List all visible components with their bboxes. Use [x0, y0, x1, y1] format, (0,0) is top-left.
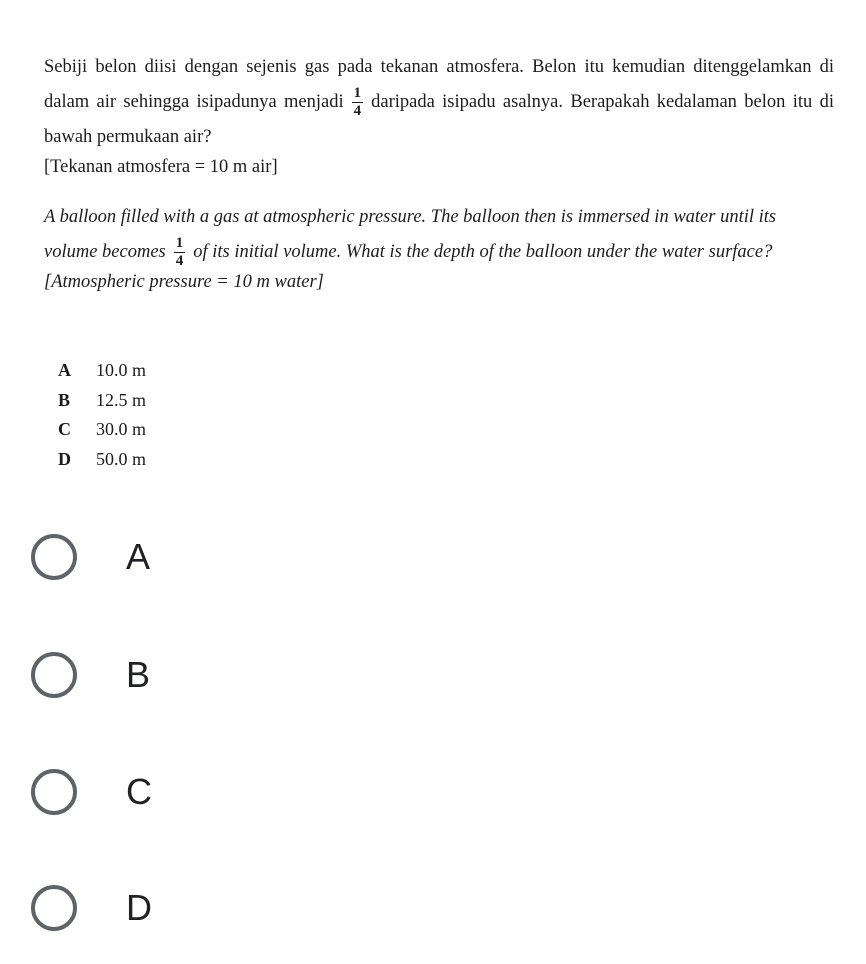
answer-choices	[0, 490, 866, 964]
option-value: 30.0 m	[96, 419, 147, 439]
malay-text-part2: daripada isipadu asalnya. Berapakah kedalaman belon itu di bawah permukaan air?	[44, 92, 834, 147]
answer-label: D	[126, 887, 152, 928]
answer-option-a[interactable]	[0, 507, 866, 607]
option-letter: A	[58, 360, 71, 380]
english-atmospheric-note: [Atmospheric pressure = 10 m water]	[44, 272, 324, 292]
answer-label: A	[126, 536, 151, 577]
printed-option	[58, 386, 146, 416]
answer-option-c[interactable]	[0, 742, 866, 842]
answer-label: B	[126, 654, 151, 695]
fraction-one-quarter	[174, 236, 186, 269]
question-text-english	[44, 200, 834, 294]
option-value: 50.0 m	[96, 448, 147, 469]
option-value: 10.0 m	[96, 360, 147, 380]
printed-option	[58, 445, 146, 475]
printed-option	[58, 415, 146, 445]
option-value: 12.5 m	[96, 389, 147, 410]
option-letter: C	[58, 419, 71, 439]
radio-button-icon[interactable]	[31, 534, 77, 580]
english-text-part1: A balloon filled with a gas at atmospheric pressure. The balloon then is immersed in water until its volume becomes	[44, 207, 777, 262]
printed-options-list	[58, 356, 146, 474]
fraction-one-quarter	[352, 86, 364, 119]
fraction-denominator: 4	[175, 253, 184, 270]
radio-button-icon[interactable]	[31, 885, 77, 931]
answer-option-b[interactable]	[0, 625, 866, 725]
radio-button-icon[interactable]	[31, 652, 77, 698]
answer-option-d[interactable]	[0, 858, 866, 958]
printed-option	[58, 356, 146, 386]
radio-button-icon[interactable]	[31, 769, 77, 815]
english-text-part2: of its initial volume. What is the depth of the balloon under the water surface?	[193, 242, 773, 262]
fraction-numerator: 1	[353, 85, 362, 102]
answer-label: C	[126, 771, 152, 812]
question-text-malay	[44, 50, 834, 179]
option-letter: D	[58, 448, 71, 469]
malay-text-part1: Sebiji belon diisi dengan sejenis gas pada tekanan atmosfera. Belon itu kemudian ditenggelamkan di dalam air sehingga isipadunya menjadi	[44, 57, 834, 112]
malay-atmospheric-note: [Tekanan atmosfera = 10 m air]	[44, 157, 278, 177]
fraction-denominator: 4	[353, 103, 362, 120]
fraction-numerator: 1	[175, 235, 184, 252]
option-letter: B	[58, 389, 71, 410]
